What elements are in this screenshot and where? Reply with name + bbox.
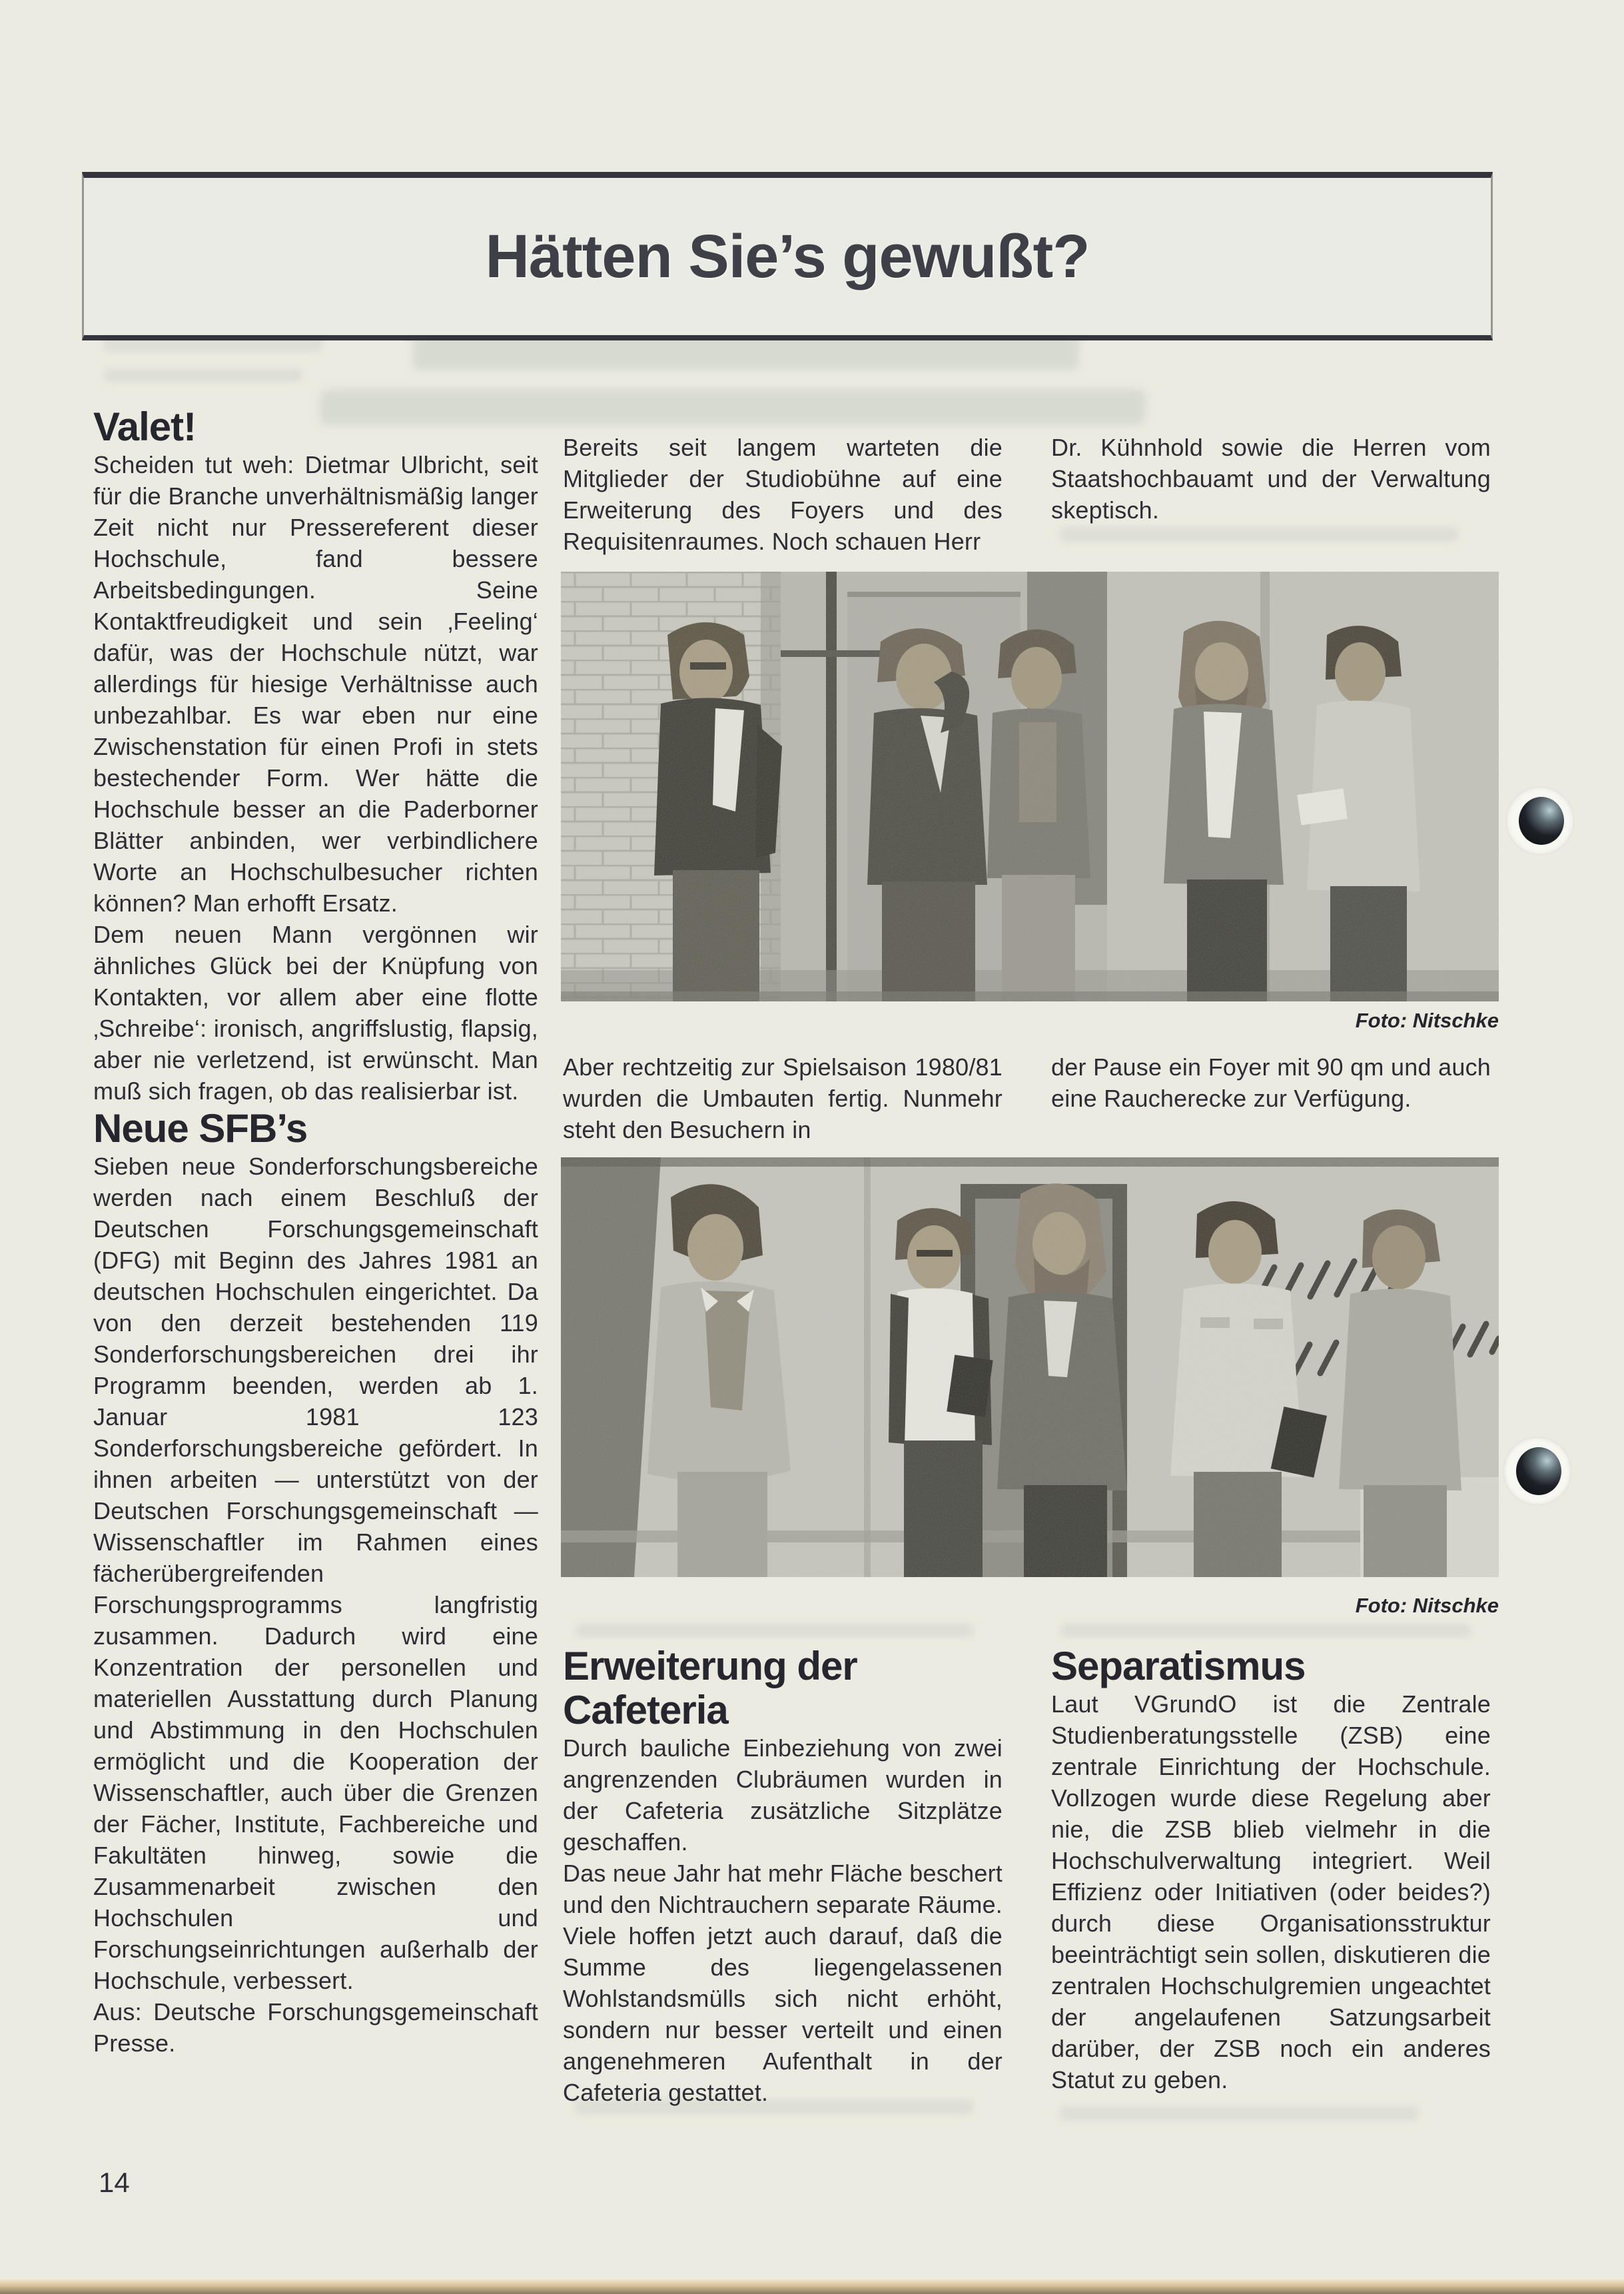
article-paragraph: Bereits seit langem warteten die Mitglieder der Studiobühne auf eine Erweiterung des Foyers und des Requisitenraumes. Noch schauen Herr [563, 434, 1003, 555]
article-heading-separatismus: Separatismus [1051, 1644, 1306, 1688]
bleedthrough-smudge [1059, 1623, 1473, 1638]
photo-credit: Foto: Nitschke [1355, 1594, 1499, 1617]
article-paragraph: Scheiden tut weh: Dietmar Ulbricht, seit für die Branche unverhältnismäßig langer Zeit nicht nur Pressereferent dieser Hochschule, fand bessere Arbeitsbedingungen. Seine Kontaktfreudigkeit und sein ‚Feeling‘ dafür, was der Hochschule nützt, war allerdings für hiesige Verhältnisse auch unbezahlbar. Es war eben nur eine Zwischenstation für einen Profi in stets bestechender Form. Wer hätte die Hochschule besser an die Paderborner Blätter anbinden, wer verbindlichere Worte an Hochschulbesucher richten können? Man erhofft Ersatz. [93, 451, 538, 917]
article-heading-valet: Valet! [93, 404, 197, 449]
article-paragraph: Dr. Kühnhold sowie die Herren vom Staatshochbauamt und der Verwaltung skeptisch. [1051, 434, 1491, 524]
article-source-line: Aus: Deutsche Forschungsgemeinschaft Presse. [93, 1998, 538, 2057]
article-paragraph: Sieben neue Sonderforschungsbereiche werden nach einem Beschluß der Deutschen Forschungsgemeinschaft (DFG) mit Beginn des Jahres 1981 an deutschen Hochschulen eingerichtet. Da von den derzeit bestehenden 119 Sonderforschungsbereichen drei ihr Programm beenden, werden ab 1. Januar 1981 123 Sonderforschungsbereiche gefördert. In ihnen arbeiten — unterstützt von der Deutschen Forschungsgemeinschaft — Wissenschaftler im Rahmen eines fächerübergreifenden Forschungsprogramms langfristig zusammen. Dadurch wird eine Konzentration der personellen und materiellen Ausstattung durch Planung und Abstimmung in den Hochschulen ermöglicht und die Kooperation der Wissenschaftler, auch über die Grenzen der Fächer, Institute, Fachbereiche und Fakultäten hinweg, sowie die Zusammenarbeit zwischen den Hochschulen und Forschungseinrichtungen außerhalb der Hochschule, verbessert. [93, 1153, 538, 1994]
article-heading-cafeteria: Erweiterung der Cafeteria [563, 1644, 857, 1732]
article-heading-sfb: Neue SFB’s [93, 1106, 308, 1151]
page-title: Hätten Sie’s gewußt? [485, 222, 1090, 290]
punch-hole [1503, 1436, 1572, 1506]
column-right-bottom [1051, 1644, 1491, 2095]
bleedthrough-smudge [1059, 2105, 1420, 2121]
masthead-box [82, 172, 1493, 340]
bleedthrough-smudge [574, 1623, 975, 1638]
photo-studiobuehne-exterior [561, 572, 1499, 1001]
article-paragraph: Laut VGrundO ist die Zentrale Studienberatungsstelle (ZSB) eine zentrale Einrichtung der Hochschule. Vollzogen wurde diese Regelung aber nie, die ZSB blieb vielmehr in die Hochschulverwaltung integriert. Weil Effizienz oder Initiativen (oder beides?) durch diese Organisationsstruktur beeinträchtigt sein sollen, diskutieren die zentralen Hochschulgremien ungeachtet der angelaufenen Satzungsarbeit darüber, der ZSB noch ein anderes Statut zu geben. [1051, 1690, 1491, 2093]
bleedthrough-smudge [1059, 526, 1459, 542]
photo-credit: Foto: Nitschke [1355, 1009, 1499, 1032]
photo-foyer-indoor [561, 1157, 1499, 1577]
article-paragraph: der Pause ein Foyer mit 90 qm und auch eine Raucherecke zur Verfügung. [1051, 1053, 1491, 1112]
article-paragraph: Durch bauliche Einbeziehung von zwei angrenzenden Clubräumen wurden in der Cafeteria zusätzliche Sitzplätze geschaffen. [563, 1734, 1003, 1856]
punch-hole [1505, 786, 1575, 856]
article-paragraph: Aber rechtzeitig zur Spielsaison 1980/81 wurden die Umbauten fertig. Nunmehr steht den Besuchern in [563, 1053, 1003, 1143]
article-paragraph: Das neue Jahr hat mehr Fläche beschert und den Nichtrauchern separate Räume. Viele hoffen jetzt auch darauf, daß die Summe des liegengelassenen Wohlstandsmülls sich nicht erhöht, sondern nur besser verteilt und einen angenehmeren Aufenthalt in der Cafeteria gestattet. [563, 1860, 1003, 2106]
scan-bottom-edge [0, 2279, 1624, 2294]
column-middle-bottom [563, 1644, 1003, 2108]
bleedthrough-smudge [103, 368, 304, 382]
column-left [93, 405, 538, 2059]
article-paragraph: Dem neuen Mann vergönnen wir ähnliches Glück bei der Knüpfung von Kontakten, vor allem aber eine flotte ‚Schreibe‘: ironisch, angriffslustig, flapsig, aber nie verletzend, ist erwünscht. Man muß sich fragen, ob das realisierbar ist. [93, 921, 538, 1105]
page-number: 14 [99, 2167, 130, 2198]
